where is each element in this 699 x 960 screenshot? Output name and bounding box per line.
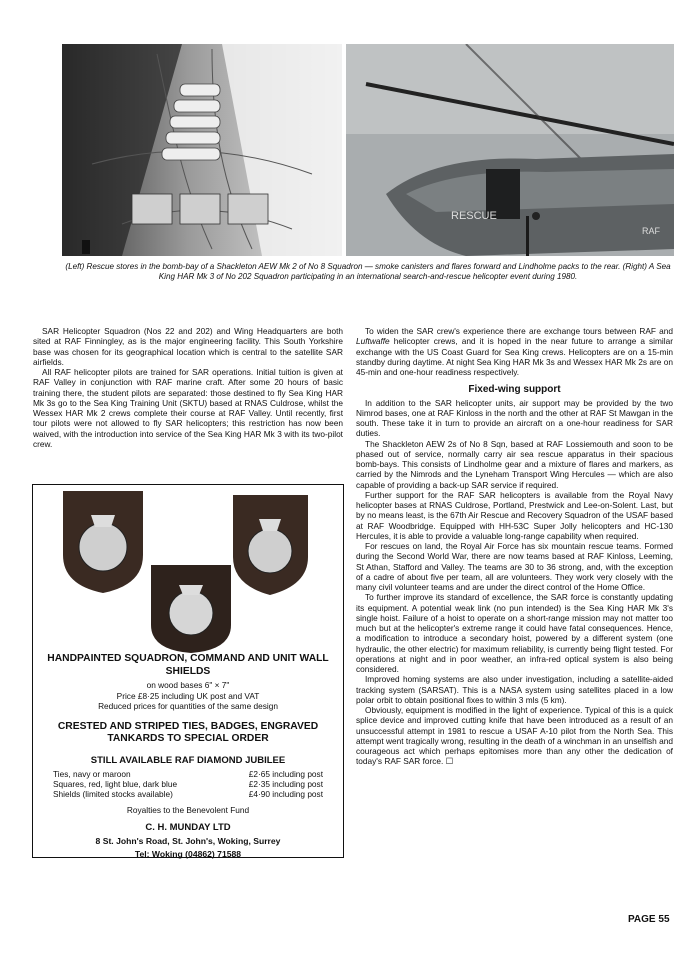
- ad-crested: CRESTED AND STRIPED TIES, BADGES, ENGRAVED TANKARDS TO SPECIAL ORDER: [57, 720, 319, 744]
- price-row: Ties, navy or maroon £2·65 including post: [53, 769, 323, 779]
- ad-royalties: Royalties to the Benevolent Fund: [126, 805, 250, 815]
- price-row: Shields (limited stocks available) £4·90 including post: [53, 789, 323, 799]
- right-column: [356, 326, 673, 767]
- right-paragraph-4: Further support for the RAF SAR helicopters is available from the Royal Navy helicopter bases at RNAS Culdrose, Portland, Prestwick and Lee-on-Solent. Last, but by no means least, is the 67th Air Rescue and Recovery Squadron of the USAF based at RAF Woodbridge. Equipped with HH-53C Super Jolly helicopters and HC-130 Hercules, it is able to provide a valuable long-range capability when required.: [356, 489, 673, 541]
- ad-address: 8 St. John's Road, St. John's, Woking, Surrey: [95, 835, 281, 846]
- right-paragraph-2: In addition to the SAR helicopter units, air support may be provided by the two Nimrod bases, one at RAF Kinloss in the north and the other at RAF St Mawgan in the south. These take it in turn to provide an aircraft on a one-hour readiness for SAR duties.: [356, 397, 673, 439]
- ad-base: on wood bases 6" × 7": [146, 680, 230, 690]
- right-paragraph-3: The Shackleton AEW 2s of No 8 Sqn, based at RAF Lossiemouth and soon to be phased out of service, normally carry air sea rescue apparatus in their spacious bomb-bays. This consists of Lindholme gear and a mixture of flares and markers, as carried by the Nimrods and the Lyneham Transport Wing Hercules — which are also capable of providing a back-up SAR service if required.: [356, 438, 673, 490]
- right-paragraph-6: To further improve its standard of excellence, the SAR force is constantly updating its equipment. A potential weak link (no pun intended) is the Sea King HAR Mk 3's single hoist. Failure of a hoist to operate on a short-range mission may not matter too much but at the helicopter's extreme range it could have fatal consequences. Hence, a modification to introduce a secondary hoist, powered by a different system (one hydraulic, the other electric) for maximum reliability, is currently being flight tested. For operations at night and in poor weather, an infra-red optical system is also being considered.: [356, 592, 673, 674]
- rescue-marking: RESCUE: [451, 210, 497, 222]
- shields-illustration: [33, 485, 343, 653]
- ad-headline: HANDPAINTED SQUADRON, COMMAND AND UNIT WALL SHIELDS: [47, 653, 329, 677]
- helicopter-photo: [346, 44, 674, 256]
- ad-company: C. H. MUNDAY LTD: [145, 821, 231, 833]
- right-paragraph-8: Obviously, equipment is modified in the light of experience. Typical of this is a quick splice device and improved cutting knife that have been introduced as a result of an unsuccessful attempt in 1981 to rescue a USAF A-10 pilot from the North Sea. This attempt went tragically wrong, resulting in the death of a winchman in an unselfish and courageous act which perhaps epitomises more than any other the dedication of today's RAF SAR force. ☐: [356, 705, 673, 767]
- shield-plaque-center: [151, 565, 231, 653]
- right-paragraph-7: Improved homing systems are also under investigation, including a satellite-aided tracking system (SARSAT). This is a NASA system using satellites placed in a low polar orbit to obtain positional fixes to within 3 mls (5 km).: [356, 674, 673, 705]
- ad-telephone: Tel: Woking (04862) 71588: [134, 848, 242, 859]
- left-paragraph-1: SAR Helicopter Squadron (Nos 22 and 202) and Wing Headquarters are both sited at RAF Finningley, as is the major engineering facility. This South Yorkshire base was chosen for its geographical location which is central to the satellite SAR airfields.: [33, 326, 343, 367]
- page-number: PAGE 55: [628, 914, 670, 925]
- shields-advertisement: [32, 484, 344, 858]
- photo-caption: (Left) Rescue stores in the bomb-bay of a Shackleton AEW Mk 2 of No 8 Squadron — smoke canisters and flares forward and Lindholme packs to the rear. (Right) A Sea King HAR Mk 3 of No 202 Squadron participating in an international search-and-rescue helicopter event during 1980.: [65, 262, 671, 281]
- ad-price: Price £8·25 including UK post and VAT: [116, 690, 260, 701]
- shield-plaque-left: [63, 491, 143, 593]
- ad-jubilee: STILL AVAILABLE RAF DIAMOND JUBILEE: [90, 754, 286, 766]
- right-paragraph-5: For rescues on land, the Royal Air Force has six mountain rescue teams. Formed during the Second World War, there are now teams based at RAF Kinloss, Leeming, St Athan, Stafford and Valley. The teams are 30 to 36 strong, and, with the exception of a cadre of about five per team, all are volunteers. They work very closely with the many civil volunteer teams and are under the direct control of the Home Office.: [356, 541, 673, 592]
- raf-marking: RAF: [642, 226, 660, 236]
- ad-reduced: Reduced prices for quantities of the same design: [98, 701, 278, 711]
- right-paragraph-1: To widen the SAR crew's experience there are exchange tours between RAF and Luftwaffe helicopter crews, and it is hoped in the near future to arrange a similar exchange with the US Coast Guard for Sea King crews. Helicopters are on a 15-min standby during daytime. At night Sea King HAR Mk 3s and Wessex HAR Mk 2s are on 45-min and one-hour readiness respectively.: [356, 326, 673, 377]
- section-heading: Fixed-wing support: [468, 384, 561, 396]
- price-row: Squares, red, light blue, dark blue £2·35 including post: [53, 779, 323, 789]
- bomb-bay-photo: [62, 44, 342, 256]
- left-paragraph-2: All RAF helicopter pilots are trained for SAR operations. Initial tuition is given at RAF Valley in conjunction with RAF marine craft. After some 20 hours of basic training there, the student pilots are separated: those destined to fly Sea King HAR Mk 3s go to the Sea King Training Unit (SKTU) based at RNAS Culdrose, whilst the Wessex HAR Mk 2 crews complete their course at RAF Valley. Until recently, first tour pilots were not allowed to fly SAR helicopters; this restriction has now been waived, with the introduction into service of the Sea King HAR Mk 3 with its two-pilot crew.: [33, 367, 343, 449]
- left-column: [33, 326, 343, 449]
- price-table: [53, 769, 323, 799]
- shield-plaque-right: [233, 495, 308, 595]
